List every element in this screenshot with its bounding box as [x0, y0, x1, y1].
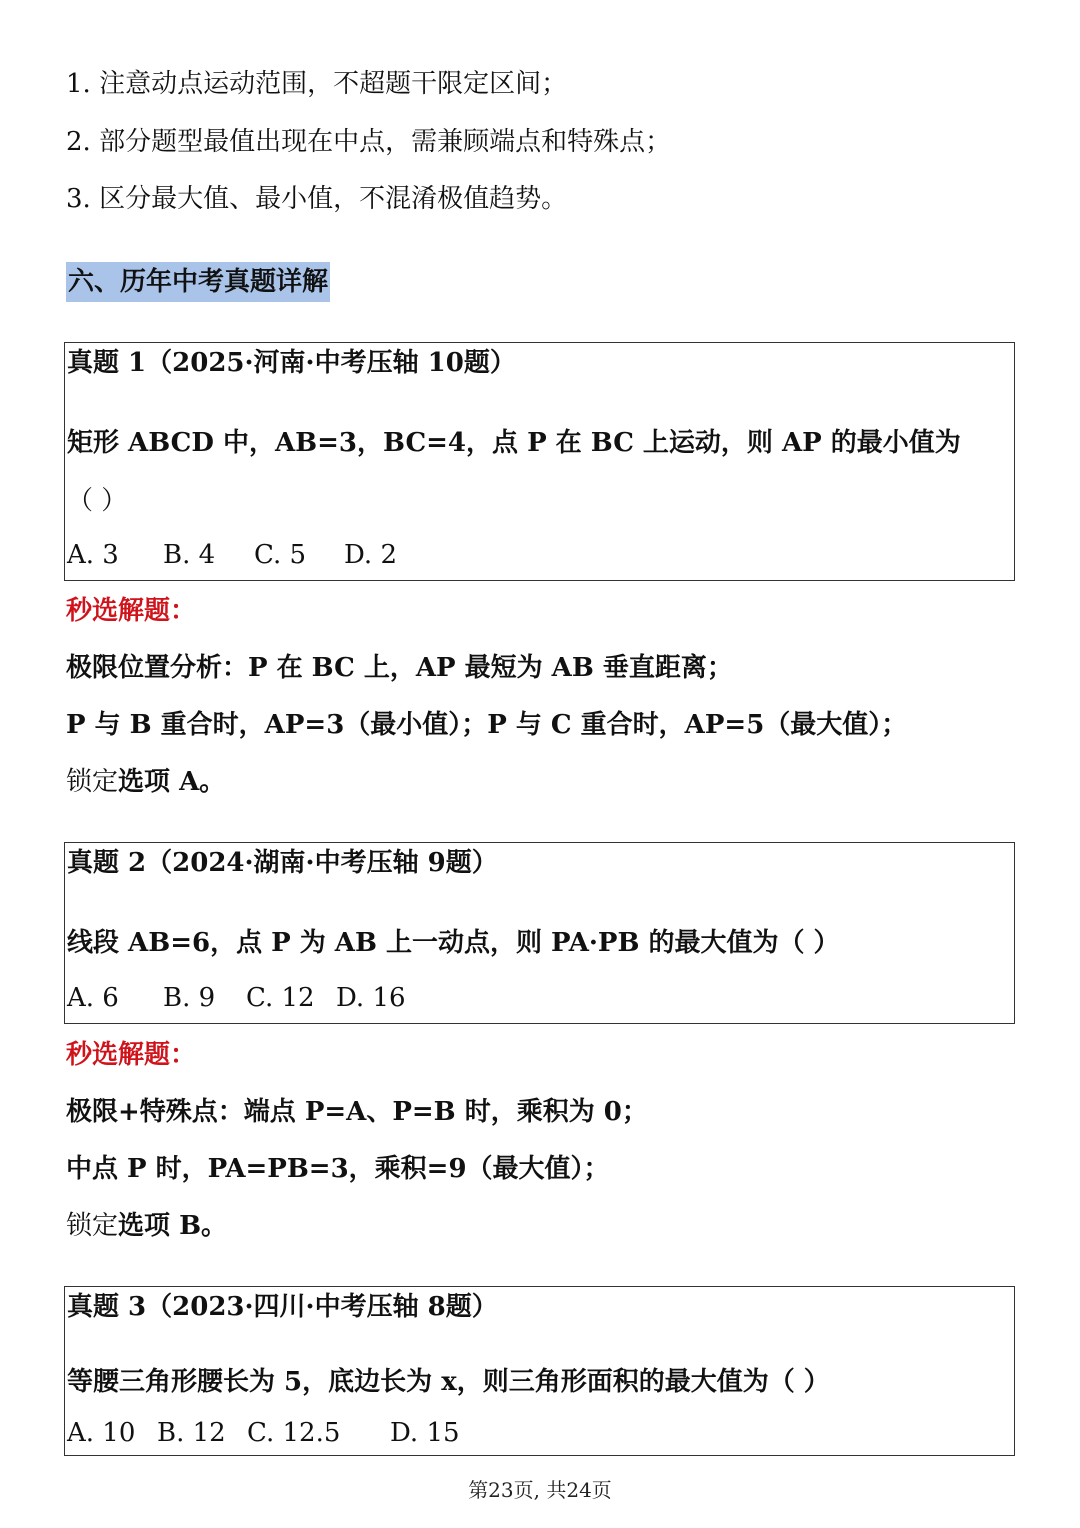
problem-3-header: 真题 3（2023·四川·中考压轴 8题）: [67, 1292, 498, 1322]
option-d: D. 2: [344, 540, 397, 570]
solution-2-line-2: 中点 P 时，PA=PB=3，乘积=9（最大值）；: [66, 1154, 610, 1184]
solution-2-conclusion: [66, 1208, 227, 1244]
conclusion-prefix: 锁定: [66, 1211, 119, 1241]
problem-3-stem: 等腰三角形腰长为 5，底边长为 x，则三角形面积的最大值为（ ）: [67, 1367, 830, 1397]
conclusion-prefix: 锁定: [66, 767, 119, 797]
solution-2-label: 秒选解题：: [66, 1040, 197, 1070]
problem-1-box: [64, 342, 1015, 581]
page-footer: 第23页, 共24页: [468, 1478, 612, 1502]
option-a: A. 10: [67, 1418, 136, 1448]
solution-1-conclusion: [66, 764, 225, 800]
solution-1-line-2: P 与 B 重合时，AP=3（最小值）；P 与 C 重合时，AP=5（最大值）；: [66, 710, 908, 740]
problem-3-options: [67, 1415, 460, 1451]
conclusion-answer: 选项 B。: [118, 1211, 228, 1241]
problem-1-options: [67, 537, 397, 573]
note-3: 3. 区分最大值、最小值，不混淆极值趋势。: [66, 184, 568, 214]
problem-1-stem-paren: （ ）: [67, 486, 128, 516]
option-c: C. 12.5: [247, 1418, 341, 1448]
option-b: B. 4: [163, 540, 216, 570]
problem-2-options: [67, 980, 406, 1016]
problem-3-box: [64, 1286, 1015, 1456]
solution-1-label: 秒选解题：: [66, 596, 197, 626]
option-a: A. 3: [67, 540, 119, 570]
note-1: 1. 注意动点运动范围，不超题干限定区间；: [66, 69, 568, 99]
solution-1-line-1: 极限位置分析：P 在 BC 上，AP 最短为 AB 垂直距离；: [66, 653, 733, 683]
option-d: D. 16: [336, 983, 406, 1013]
option-d: D. 15: [390, 1418, 460, 1448]
option-c: C. 12: [246, 983, 315, 1013]
problem-2-box: [64, 842, 1015, 1024]
note-2: 2. 部分题型最值出现在中点，需兼顾端点和特殊点；: [66, 127, 672, 157]
problem-2-stem: 线段 AB=6，点 P 为 AB 上一动点，则 PA·PB 的最大值为（ ）: [67, 928, 840, 958]
solution-2-line-1: 极限+特殊点：端点 P=A、P=B 时，乘积为 0；: [66, 1097, 648, 1127]
section-heading: 六、历年中考真题详解: [66, 262, 330, 302]
option-b: B. 12: [157, 1418, 226, 1448]
option-b: B. 9: [163, 983, 216, 1013]
option-a: A. 6: [67, 983, 119, 1013]
option-c: C. 5: [254, 540, 307, 570]
problem-2-header: 真题 2（2024·湖南·中考压轴 9题）: [67, 848, 498, 878]
problem-1-stem: 矩形 ABCD 中，AB=3，BC=4，点 P 在 BC 上运动，则 AP 的最小值为: [67, 428, 961, 458]
conclusion-answer: 选项 A。: [118, 767, 226, 797]
problem-1-header: 真题 1（2025·河南·中考压轴 10题）: [67, 348, 516, 378]
